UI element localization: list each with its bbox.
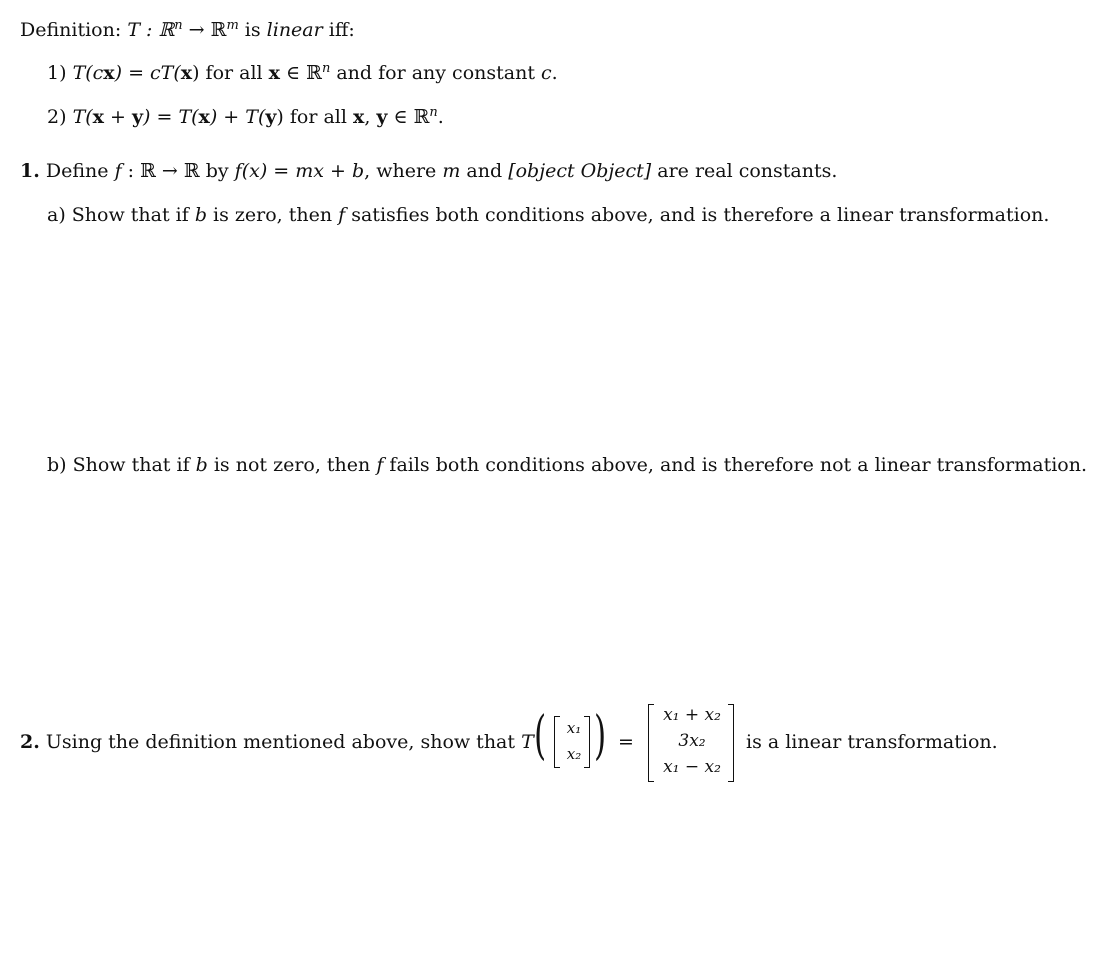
problem-1a-f: f xyxy=(338,204,346,226)
definition-line xyxy=(20,18,355,42)
problem-1b-t2: is not zero, then xyxy=(207,454,377,476)
input-right-bracket xyxy=(584,716,590,768)
output-row-3: x₁ − x₂ xyxy=(663,757,721,777)
condition-1-x2: x xyxy=(180,62,193,84)
condition-1 xyxy=(47,61,558,85)
problem-1a-b: b xyxy=(194,204,207,226)
problem-1b xyxy=(47,453,1087,477)
problem-1b-b: b xyxy=(195,454,208,476)
condition-2-n: n xyxy=(429,105,438,120)
condition-1-dot: . xyxy=(551,62,558,84)
problem-1b-t3: fails both conditions above, and is therefore not a linear transformation. xyxy=(383,454,1088,476)
definition-map: T : ℝ xyxy=(127,19,175,41)
condition-2-plus: + xyxy=(103,106,132,128)
problem-1a-t3: satisfies both conditions above, and is therefore a linear transformation. xyxy=(345,204,1050,226)
problem-1-eq: = xyxy=(267,160,296,182)
definition-linear: linear xyxy=(266,19,323,41)
condition-1-x1: x xyxy=(103,62,115,84)
problem-1-num: 1. xyxy=(20,160,40,182)
problem-1a-label: a) xyxy=(47,204,66,226)
condition-1-c: c xyxy=(541,62,552,84)
condition-1-mid: ) = cT( xyxy=(114,62,181,84)
condition-1-num: 1) xyxy=(47,62,67,84)
problem-1b-f: f xyxy=(376,454,384,476)
condition-2-comma: , xyxy=(364,106,377,128)
condition-2-close: ) xyxy=(276,106,284,128)
condition-2 xyxy=(47,105,444,129)
problem-1a-t2: is zero, then xyxy=(206,204,339,226)
definition-n: n xyxy=(174,18,183,33)
condition-2-in: ∈ ℝ xyxy=(387,106,430,128)
condition-1-tail: and for any constant xyxy=(330,62,541,84)
condition-2-dot: . xyxy=(437,106,444,128)
problem-1-b: [object Object] xyxy=(508,160,652,182)
definition-m: m xyxy=(226,18,239,33)
input-left-bracket xyxy=(554,716,560,768)
problem-2-num: 2. xyxy=(20,731,40,753)
problem-1-f: f xyxy=(114,160,122,182)
definition-iff: iff: xyxy=(322,19,355,41)
definition-arrow: → ℝ xyxy=(182,19,227,41)
condition-2-y3: y xyxy=(376,106,388,128)
problem-1-text2: , where xyxy=(364,160,443,182)
condition-1-lhs: T(c xyxy=(72,62,104,84)
problem-1-text1: Define xyxy=(39,160,115,182)
problem-1-fx: f(x) xyxy=(234,160,268,182)
output-right-bracket xyxy=(728,704,734,782)
problem-2 xyxy=(20,730,534,754)
condition-1-rest: ) for all xyxy=(192,62,269,84)
condition-1-x3: x xyxy=(268,62,280,84)
problem-1b-label: b) xyxy=(47,454,67,476)
problem-1-text3: are real constants. xyxy=(651,160,838,182)
output-row-2: 3x₂ xyxy=(678,731,706,751)
condition-2-y2: y xyxy=(265,106,277,128)
problem-1a xyxy=(47,203,1049,227)
equals-sign: = xyxy=(618,731,634,753)
definition-is: is xyxy=(238,19,267,41)
right-paren: ) xyxy=(594,706,607,766)
condition-2-x1: x xyxy=(92,106,104,128)
condition-2-x2: x xyxy=(198,106,210,128)
problem-1-mxb: mx + b xyxy=(295,160,365,182)
input-x1: x₁ xyxy=(566,719,582,737)
problem-1-and: and xyxy=(460,160,509,182)
condition-2-num: 2) xyxy=(47,106,67,128)
input-x2: x₂ xyxy=(566,745,582,763)
problem-1-m: m xyxy=(442,160,461,182)
condition-2-x3: x xyxy=(352,106,365,128)
condition-2-plusT: ) + T( xyxy=(209,106,266,128)
condition-2-lhs: T( xyxy=(72,106,93,128)
condition-1-in: ∈ ℝ xyxy=(280,62,322,84)
left-paren: ( xyxy=(534,706,547,766)
definition-label: Definition: xyxy=(20,19,122,41)
condition-2-forall: for all xyxy=(283,106,353,128)
problem-1 xyxy=(20,159,837,183)
problem-1b-t1: Show that if xyxy=(66,454,196,476)
condition-2-eq: ) = T( xyxy=(143,106,199,128)
output-row-1: x₁ + x₂ xyxy=(663,705,721,725)
problem-2-T: T xyxy=(521,731,534,753)
problem-1-map: : ℝ → ℝ by xyxy=(121,160,235,182)
condition-1-n: n xyxy=(321,61,331,76)
problem-2-text: Using the definition mentioned above, show that xyxy=(39,731,522,753)
problem-1a-t1: Show that if xyxy=(65,204,195,226)
problem-2-tail: is a linear transformation. xyxy=(746,731,998,753)
condition-2-y1: y xyxy=(131,106,144,128)
